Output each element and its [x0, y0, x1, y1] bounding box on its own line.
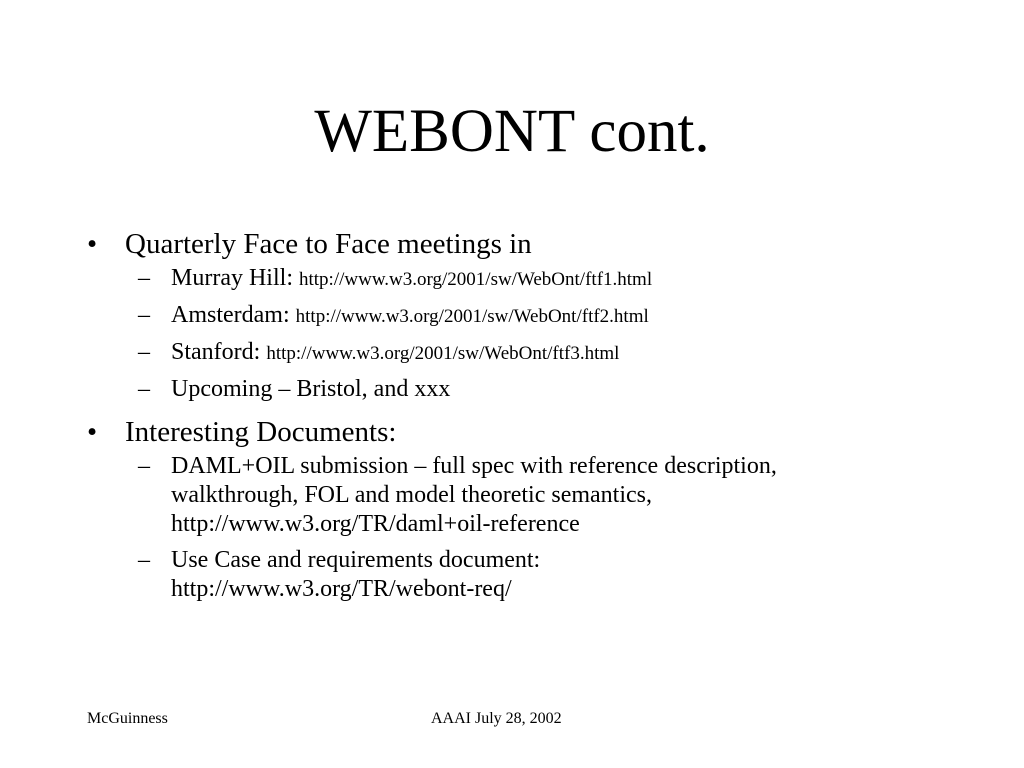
subitem-line: Use Case and requirements document:: [171, 547, 541, 573]
subitem-upcoming: [0, 375, 1024, 404]
subitem-label: Stanford:: [171, 339, 267, 365]
footer-author: McGuinness: [87, 710, 168, 727]
bullet-marker: •: [87, 228, 98, 260]
subitem-murray-hill: [0, 264, 1024, 294]
subitem-amsterdam: [0, 301, 1024, 331]
dash-marker: –: [138, 339, 150, 365]
subitem-line: walkthrough, FOL and model theoretic semantics,: [171, 482, 652, 508]
bullet-documents: [0, 412, 1024, 452]
dash-marker: –: [138, 376, 150, 402]
dash-marker: –: [138, 265, 150, 291]
subitem-url-link[interactable]: http://www.w3.org/2001/sw/WebOnt/ftf3.html: [266, 343, 620, 364]
subitem-use-case: [0, 546, 1024, 604]
subitem-daml-oil: [0, 452, 1024, 539]
subitem-line: DAML+OIL submission – full spec with reference description,: [171, 453, 777, 479]
subitem-label: Amsterdam:: [171, 302, 296, 328]
subitem-url-link[interactable]: http://www.w3.org/TR/webont-req/: [171, 576, 512, 602]
subitem-label: Murray Hill:: [171, 265, 299, 291]
bullet-text: Quarterly Face to Face meetings in: [125, 228, 532, 260]
dash-marker: –: [138, 453, 150, 479]
subitem-stanford: [0, 338, 1024, 368]
subitem-url-link[interactable]: http://www.w3.org/2001/sw/WebOnt/ftf1.html: [298, 269, 653, 290]
bullet-marker: •: [87, 416, 98, 448]
footer-event: AAAI July 28, 2002: [431, 710, 562, 727]
bullet-text: Interesting Documents:: [125, 416, 397, 448]
dash-marker: –: [138, 547, 150, 573]
slide-content: [0, 224, 1024, 604]
subitem-text: Upcoming – Bristol, and xxx: [171, 376, 451, 402]
dash-marker: –: [138, 302, 150, 328]
subitem-url-link[interactable]: http://www.w3.org/2001/sw/WebOnt/ftf2.html: [295, 306, 649, 327]
subitem-url-link[interactable]: http://www.w3.org/TR/daml+oil-reference: [171, 511, 580, 537]
slide-title: WEBONT cont.: [314, 98, 710, 165]
bullet-meetings: [0, 224, 1024, 264]
